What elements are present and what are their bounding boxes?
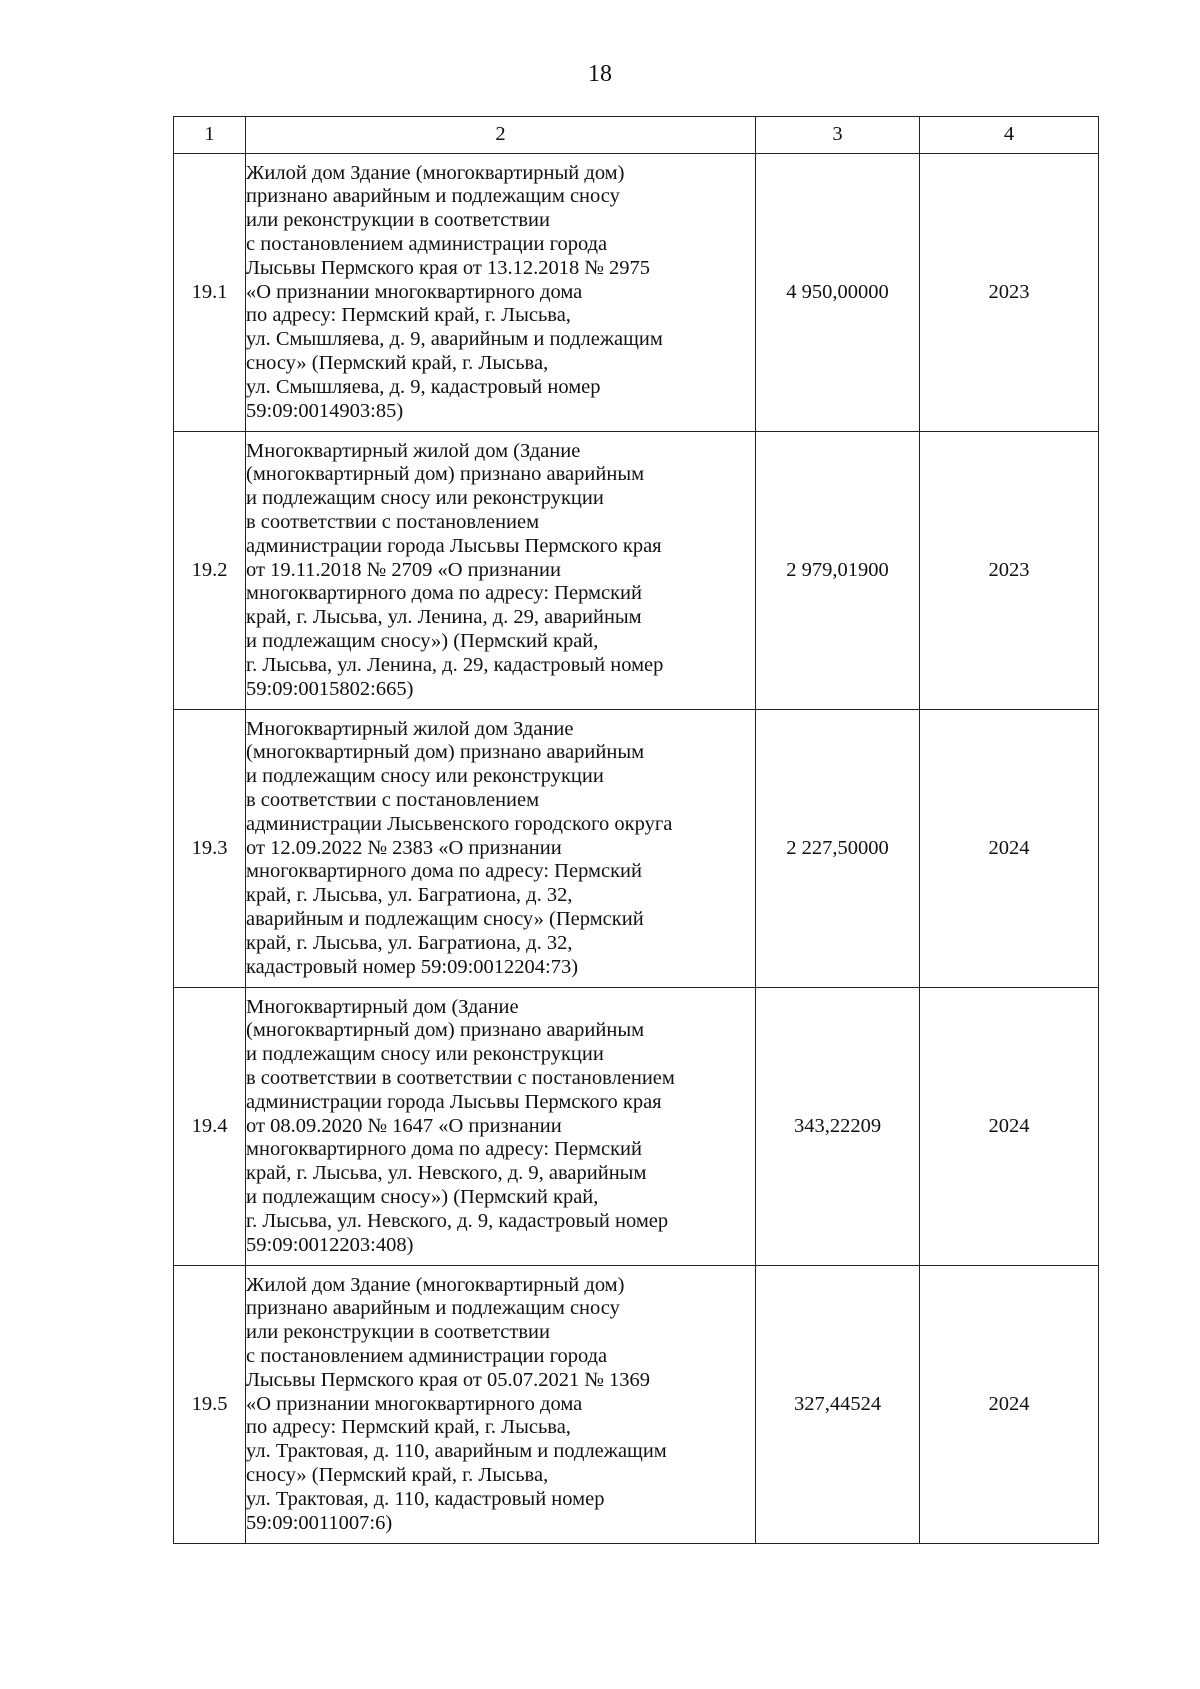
- table-row: [174, 988, 1099, 1266]
- table-header-row: [174, 117, 1099, 154]
- row-year: 2024: [920, 1266, 1099, 1544]
- column-header-2: 2: [246, 117, 756, 154]
- data-table: [173, 116, 1099, 1544]
- row-amount: 2 227,50000: [756, 710, 920, 988]
- column-header-4: 4: [920, 117, 1099, 154]
- row-year: 2023: [920, 432, 1099, 710]
- row-description: Многоквартирный жилой дом (Здание (многоквартирный дом) признано аварийным и подлежащим сносу или реконструкции в соответствии с постановлением администрации города Лысьвы Пермского края от 19.11.2018 № 2709 «О признании многоквартирного дома по адресу: Пермский край, г. Лысьва, ул. Ленина, д. 29, аварийным и подлежащим сносу») (Пермский край, г. Лысьва, ул. Ленина, д. 29, кадастровый номер 59:09:0015802:665): [246, 432, 756, 710]
- row-number: 19.4: [174, 988, 246, 1266]
- row-number: 19.3: [174, 710, 246, 988]
- row-amount: 343,22209: [756, 988, 920, 1266]
- row-amount: 2 979,01900: [756, 432, 920, 710]
- row-description: Многоквартирный дом (Здание (многоквартирный дом) признано аварийным и подлежащим сносу или реконструкции в соответствии в соответствии с постановлением администрации города Лысьвы Пермского края от 08.09.2020 № 1647 «О признании многоквартирного дома по адресу: Пермский край, г. Лысьва, ул. Невского, д. 9, аварийным и подлежащим сносу») (Пермский край, г. Лысьва, ул. Невского, д. 9, кадастровый номер 59:09:0012203:408): [246, 988, 756, 1266]
- row-number: 19.1: [174, 154, 246, 432]
- row-year: 2024: [920, 988, 1099, 1266]
- table-row: [174, 710, 1099, 988]
- row-amount: 4 950,00000: [756, 154, 920, 432]
- table-row: [174, 1266, 1099, 1544]
- row-description: Многоквартирный жилой дом Здание (многоквартирный дом) признано аварийным и подлежащим сносу или реконструкции в соответствии с постановлением администрации Лысьвенского городского округа от 12.09.2022 № 2383 «О признании многоквартирного дома по адресу: Пермский край, г. Лысьва, ул. Багратиона, д. 32, аварийным и подлежащим сносу» (Пермский край, г. Лысьва, ул. Багратиона, д. 32, кадастровый номер 59:09:0012204:73): [246, 710, 756, 988]
- row-description: Жилой дом Здание (многоквартирный дом) признано аварийным и подлежащим сносу или реконструкции в соответствии с постановлением администрации города Лысьвы Пермского края от 13.12.2018 № 2975 «О признании многоквартирного дома по адресу: Пермский край, г. Лысьва, ул. Смышляева, д. 9, аварийным и подлежащим сносу» (Пермский край, г. Лысьва, ул. Смышляева, д. 9, кадастровый номер 59:09:0014903:85): [246, 154, 756, 432]
- row-year: 2023: [920, 154, 1099, 432]
- row-year: 2024: [920, 710, 1099, 988]
- table-row: [174, 154, 1099, 432]
- page-number: 18: [588, 61, 612, 87]
- table-row: [174, 432, 1099, 710]
- row-amount: 327,44524: [756, 1266, 920, 1544]
- column-header-1: 1: [174, 117, 246, 154]
- row-number: 19.5: [174, 1266, 246, 1544]
- row-description: Жилой дом Здание (многоквартирный дом) признано аварийным и подлежащим сносу или реконструкции в соответствии с постановлением администрации города Лысьвы Пермского края от 05.07.2021 № 1369 «О признании многоквартирного дома по адресу: Пермский край, г. Лысьва, ул. Трактовая, д. 110, аварийным и подлежащим сносу» (Пермский край, г. Лысьва, ул. Трактовая, д. 110, кадастровый номер 59:09:0011007:6): [246, 1266, 756, 1544]
- row-number: 19.2: [174, 432, 246, 710]
- column-header-3: 3: [756, 117, 920, 154]
